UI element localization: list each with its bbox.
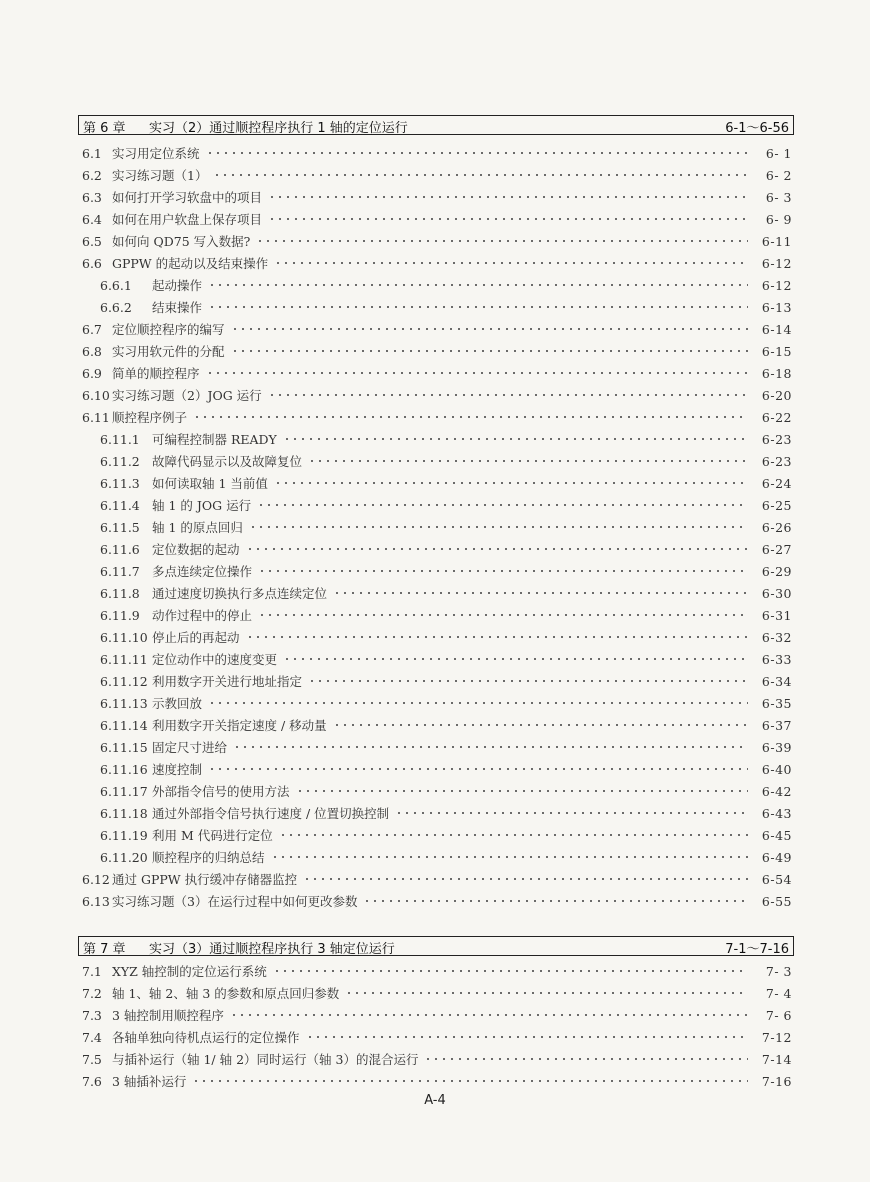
toc-entry	[0, 142, 870, 164]
entry-number: 6.11.15	[100, 739, 148, 755]
entry-number: 6.11.8	[100, 585, 140, 601]
dot-leader	[268, 208, 748, 230]
entry-number: 7.3	[82, 1007, 102, 1023]
entry-title: 实习练习题（3）在运行过程中如何更改参数	[112, 894, 358, 909]
entry-title: 实习练习题（2）JOG 运行	[112, 388, 262, 403]
entry-title: 利用数字开关指定速度 / 移动量	[152, 718, 327, 733]
dot-leader	[308, 670, 748, 692]
entry-title: 利用 M 代码进行定位	[152, 828, 273, 843]
entry-page: 6-12	[761, 277, 792, 293]
toc-entry	[0, 670, 870, 692]
entry-title: 实习用软元件的分配	[112, 344, 225, 359]
entry-title: 通过 GPPW 执行缓冲存储器监控	[112, 872, 298, 887]
toc-entry	[0, 516, 870, 538]
dot-leader	[345, 982, 748, 1004]
entry-page: 6-29	[761, 563, 792, 579]
dot-leader	[363, 890, 748, 912]
entry-number: 6.6.1	[100, 277, 132, 293]
dot-leader	[296, 780, 748, 802]
toc-entry	[0, 164, 870, 186]
chapter-title: 实习（2）通过顺控程序执行 1 轴的定位运行	[149, 121, 408, 136]
entry-number: 6.11.12	[100, 673, 148, 689]
entry-number: 6.11.11	[100, 651, 148, 667]
dot-leader	[279, 824, 748, 846]
entry-number: 6.6.2	[100, 299, 132, 315]
entry-page: 6-13	[761, 299, 792, 315]
entry-title: XYZ 轴控制的定位运行系统	[112, 964, 267, 979]
entry-page: 6-35	[761, 695, 792, 711]
toc-entry	[0, 626, 870, 648]
chapter-number: 第 6 章	[83, 121, 126, 136]
chapter-7-header	[78, 936, 794, 956]
entry-number: 7.1	[82, 963, 102, 979]
entry-title: 起动操作	[152, 278, 203, 293]
entry-number: 6.13	[82, 893, 110, 909]
toc-entry	[0, 406, 870, 428]
toc-entry	[0, 890, 870, 912]
toc-entry	[0, 450, 870, 472]
dot-leader	[231, 340, 748, 362]
entry-title: 如何向 QD75 写入数据?	[112, 234, 251, 249]
dot-leader	[246, 538, 748, 560]
entry-page: 6-18	[761, 365, 792, 381]
entry-title: 利用数字开关进行地址指定	[152, 674, 303, 689]
entry-page: 6-40	[761, 761, 792, 777]
entry-title: 多点连续定位操作	[152, 564, 253, 579]
chapter-6-header	[78, 115, 794, 135]
dot-leader	[424, 1048, 748, 1070]
entry-page: 6-20	[761, 387, 792, 403]
chapter-title: 实习（3）通过顺控程序执行 3 轴定位运行	[149, 942, 395, 957]
entry-title: 示教回放	[152, 696, 203, 711]
entry-title: 停止后的再起动	[152, 630, 240, 645]
entry-title: 轴 1、轴 2、轴 3 的参数和原点回归参数	[112, 986, 340, 1001]
entry-page: 6-24	[761, 475, 792, 491]
dot-leader	[206, 142, 748, 164]
chapter-page-range: 6-1～6-56	[725, 121, 789, 136]
toc-entry	[0, 1070, 870, 1092]
toc-entry	[0, 186, 870, 208]
dot-leader	[283, 648, 748, 670]
toc-entry	[0, 604, 870, 626]
dot-leader	[274, 472, 748, 494]
dot-leader	[268, 186, 748, 208]
entry-page: 6-33	[761, 651, 792, 667]
entry-page: 6-43	[761, 805, 792, 821]
toc-entry	[0, 362, 870, 384]
dot-leader	[333, 582, 748, 604]
entry-number: 7.2	[82, 985, 102, 1001]
toc-entry	[0, 982, 870, 1004]
dot-leader	[268, 384, 748, 406]
dot-leader	[193, 406, 748, 428]
entry-number: 6.11.10	[100, 629, 148, 645]
chapter-6-entries	[0, 142, 870, 912]
toc-entry	[0, 846, 870, 868]
entry-number: 6.11.9	[100, 607, 140, 623]
entry-title: 定位顺控程序的编写	[112, 322, 225, 337]
dot-leader	[258, 560, 748, 582]
entry-page: 7-12	[761, 1029, 792, 1045]
entry-page: 6- 3	[765, 189, 792, 205]
entry-title: 顺控程序例子	[112, 410, 188, 425]
entry-number: 7.6	[82, 1073, 102, 1089]
entry-number: 6.11.1	[100, 431, 140, 447]
entry-number: 6.2	[82, 167, 102, 183]
entry-title: 动作过程中的停止	[152, 608, 253, 623]
page-number-footer: A-4	[424, 1093, 446, 1108]
toc-entry	[0, 960, 870, 982]
entry-page: 6-15	[761, 343, 792, 359]
toc-entry	[0, 1048, 870, 1070]
entry-title: 顺控程序的归纳总结	[152, 850, 265, 865]
entry-page: 7-14	[761, 1051, 792, 1067]
entry-number: 6.11.13	[100, 695, 148, 711]
entry-page: 6-30	[761, 585, 792, 601]
entry-number: 6.11.2	[100, 453, 140, 469]
entry-title: 实习练习题（1）	[112, 168, 208, 183]
entry-page: 6-37	[761, 717, 792, 733]
entry-number: 6.11	[82, 409, 110, 425]
entry-page: 6-34	[761, 673, 792, 689]
dot-leader	[208, 758, 748, 780]
entry-page: 7- 4	[765, 985, 792, 1001]
entry-title: 可编程控制器 READY	[152, 432, 277, 447]
toc-entry	[0, 340, 870, 362]
entry-number: 6.5	[82, 233, 102, 249]
toc-entry	[0, 758, 870, 780]
entry-number: 6.11.4	[100, 497, 140, 513]
entry-page: 6-22	[761, 409, 792, 425]
dot-leader	[208, 692, 748, 714]
entry-title: 结束操作	[152, 300, 203, 315]
entry-page: 7- 3	[765, 963, 792, 979]
toc-entry	[0, 780, 870, 802]
entry-number: 6.8	[82, 343, 102, 359]
entry-number: 6.9	[82, 365, 102, 381]
toc-entry	[0, 384, 870, 406]
chapter-number: 第 7 章	[83, 942, 126, 957]
entry-number: 6.11.17	[100, 783, 148, 799]
entry-page: 6-55	[761, 893, 792, 909]
dot-leader	[192, 1070, 748, 1092]
dot-leader	[271, 846, 748, 868]
toc-entry	[0, 494, 870, 516]
dot-leader	[395, 802, 748, 824]
dot-leader	[213, 164, 748, 186]
toc-entry	[0, 1026, 870, 1048]
entry-number: 6.1	[82, 145, 102, 161]
dot-leader	[258, 604, 748, 626]
toc-entry	[0, 736, 870, 758]
toc-entry	[0, 714, 870, 736]
entry-page: 6- 2	[765, 167, 792, 183]
entry-title: 外部指令信号的使用方法	[152, 784, 290, 799]
entry-number: 6.10	[82, 387, 110, 403]
entry-title: 轴 1 的原点回归	[152, 520, 243, 535]
entry-page: 6-11	[761, 233, 792, 249]
dot-leader	[308, 450, 748, 472]
entry-number: 6.11.16	[100, 761, 148, 777]
toc-entry	[0, 582, 870, 604]
entry-page: 6-39	[761, 739, 792, 755]
toc-entry	[0, 318, 870, 340]
entry-title: 如何读取轴 1 当前值	[152, 476, 268, 491]
entry-page: 6-23	[761, 431, 792, 447]
dot-leader	[246, 626, 748, 648]
entry-title: 固定尺寸进给	[152, 740, 228, 755]
entry-title: 如何在用户软盘上保存项目	[112, 212, 263, 227]
entry-page: 6-32	[761, 629, 792, 645]
entry-page: 6- 9	[765, 211, 792, 227]
entry-number: 6.12	[82, 871, 110, 887]
entry-page: 6-14	[761, 321, 792, 337]
entry-number: 6.11.18	[100, 805, 148, 821]
dot-leader	[230, 1004, 748, 1026]
dot-leader	[208, 274, 748, 296]
entry-page: 6-42	[761, 783, 792, 799]
dot-leader	[231, 318, 748, 340]
entry-number: 6.3	[82, 189, 102, 205]
entry-title: 3 轴控制用顺控程序	[112, 1008, 224, 1023]
dot-leader	[283, 428, 748, 450]
toc-entry	[0, 274, 870, 296]
entry-title: 轴 1 的 JOG 运行	[152, 498, 252, 513]
entry-title: GPPW 的起动以及结束操作	[112, 256, 269, 271]
entry-title: 通过速度切换执行多点连续定位	[152, 586, 328, 601]
entry-number: 7.5	[82, 1051, 102, 1067]
toc-entry	[0, 560, 870, 582]
entry-page: 6-31	[761, 607, 792, 623]
entry-title: 简单的顺控程序	[112, 366, 200, 381]
entry-page: 7-16	[761, 1073, 792, 1089]
toc-entry	[0, 252, 870, 274]
toc-entry	[0, 428, 870, 450]
dot-leader	[206, 362, 748, 384]
entry-number: 6.11.3	[100, 475, 140, 491]
dot-leader	[303, 868, 748, 890]
entry-number: 6.11.5	[100, 519, 140, 535]
toc-entry	[0, 648, 870, 670]
entry-number: 6.4	[82, 211, 102, 227]
chapter-page-range: 7-1～7-16	[725, 942, 789, 957]
dot-leader	[208, 296, 748, 318]
entry-page: 6-27	[761, 541, 792, 557]
entry-title: 各轴单独向待机点运行的定位操作	[112, 1030, 300, 1045]
dot-leader	[257, 494, 748, 516]
entry-number: 6.6	[82, 255, 102, 271]
entry-page: 6-54	[761, 871, 792, 887]
chapter-7-entries	[0, 960, 870, 1092]
entry-page: 6-26	[761, 519, 792, 535]
dot-leader	[333, 714, 748, 736]
toc-entry	[0, 1004, 870, 1026]
entry-page: 6-23	[761, 453, 792, 469]
entry-page: 6-49	[761, 849, 792, 865]
entry-title: 速度控制	[152, 762, 203, 777]
entry-title: 与插补运行（轴 1/ 轴 2）同时运行（轴 3）的混合运行	[112, 1052, 419, 1067]
toc-entry	[0, 692, 870, 714]
toc-entry	[0, 802, 870, 824]
entry-number: 6.7	[82, 321, 102, 337]
toc-entry	[0, 868, 870, 890]
entry-title: 定位数据的起动	[152, 542, 240, 557]
entry-title: 3 轴插补运行	[112, 1074, 187, 1089]
entry-title: 定位动作中的速度变更	[152, 652, 278, 667]
entry-number: 6.11.20	[100, 849, 148, 865]
entry-title: 故障代码显示以及故障复位	[152, 454, 303, 469]
toc-entry	[0, 472, 870, 494]
entry-title: 通过外部指令信号执行速度 / 位置切换控制	[152, 806, 390, 821]
dot-leader	[274, 252, 748, 274]
entry-number: 6.11.7	[100, 563, 140, 579]
entry-number: 6.11.6	[100, 541, 140, 557]
entry-page: 6- 1	[765, 145, 792, 161]
entry-page: 6-45	[761, 827, 792, 843]
dot-leader	[256, 230, 748, 252]
entry-number: 7.4	[82, 1029, 102, 1045]
entry-title: 实习用定位系统	[112, 146, 200, 161]
dot-leader	[249, 516, 748, 538]
entry-number: 6.11.19	[100, 827, 148, 843]
dot-leader	[233, 736, 748, 758]
toc-entry	[0, 230, 870, 252]
dot-leader	[306, 1026, 748, 1048]
entry-number: 6.11.14	[100, 717, 148, 733]
toc-entry	[0, 296, 870, 318]
toc-entry	[0, 208, 870, 230]
dot-leader	[273, 960, 748, 982]
entry-page: 6-25	[761, 497, 792, 513]
entry-page: 6-12	[761, 255, 792, 271]
toc-entry	[0, 538, 870, 560]
entry-page: 7- 6	[765, 1007, 792, 1023]
toc-entry	[0, 824, 870, 846]
entry-title: 如何打开学习软盘中的项目	[112, 190, 263, 205]
